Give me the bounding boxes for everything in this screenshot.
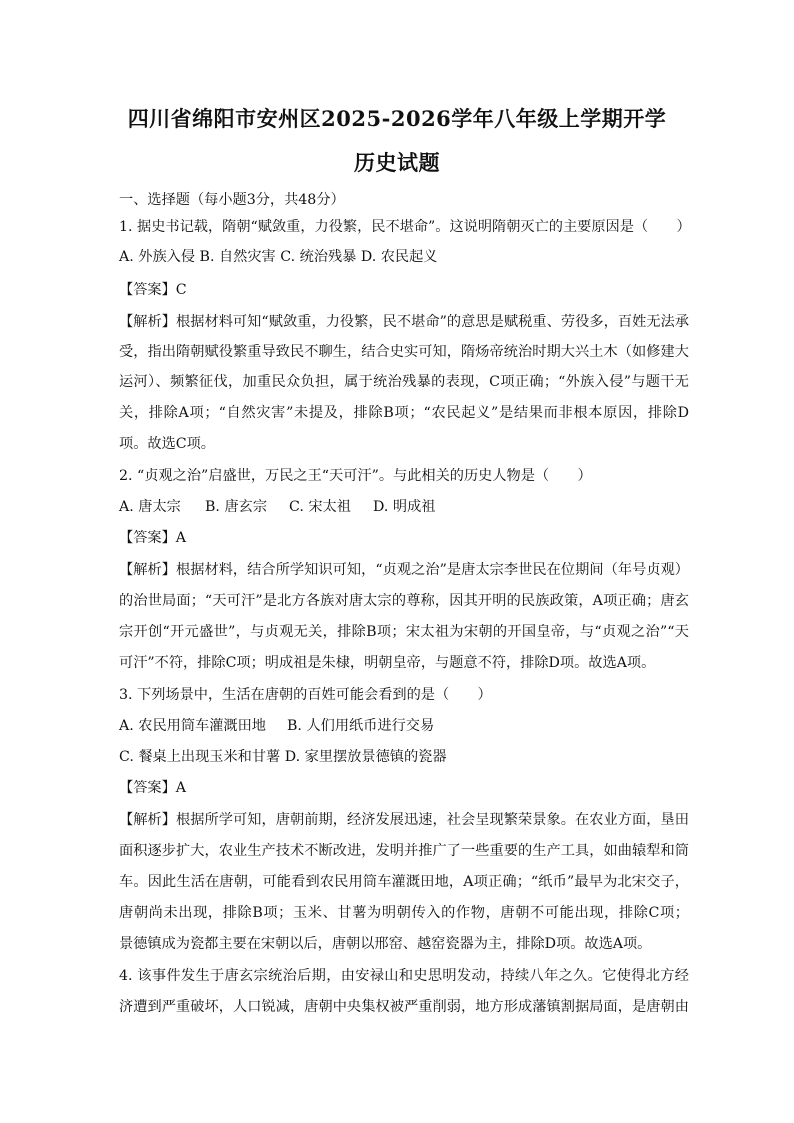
question-3-answer: 【答案】A bbox=[119, 780, 186, 796]
question-3-analysis-line: 唐朝尚未出现，排除B项；玉米、甘薯为明朝传入的作物，唐朝不可能出现，排除C项； bbox=[119, 905, 689, 921]
document-title: 四川省绵阳市安州区2025-2026学年八年级上学期开学 bbox=[127, 106, 667, 131]
question-1-analysis-line: 关，排除A项；“自然灾害”未提及，排除B项；“农民起义”是结果而非根本原因，排除D bbox=[119, 405, 689, 421]
section-heading: 一、选择题（每小题3分，共48分） bbox=[119, 192, 345, 208]
option-d: D. 明成祖 bbox=[373, 499, 436, 515]
document-subtitle: 历史试题 bbox=[354, 150, 440, 175]
question-1-options: A. 外族入侵 B. 自然灾害 C. 统治残暴 D. 农民起义 bbox=[119, 249, 438, 265]
question-3-analysis-line: 景德镇成为瓷都主要在宋朝以后，唐朝以邢窑、越窑瓷器为主，排除D项。故选A项。 bbox=[119, 936, 652, 952]
question-3-analysis-line: 【解析】根据所学可知，唐朝前期，经济发展迅速，社会呈现繁荣景象。在农业方面，垦田 bbox=[119, 812, 689, 828]
option-a: A. 唐太宗 bbox=[119, 499, 181, 515]
question-4-stem-line: 4. 该事件发生于唐玄宗统治后期，由安禄山和史思明发动，持续八年之久。它使得北方经 bbox=[119, 968, 689, 984]
question-1-stem: 1. 据史书记载，隋朝“赋敛重，力役繁，民不堪命”。这说明隋朝灭亡的主要原因是（ ） bbox=[119, 219, 691, 235]
question-2-analysis-line: 的治世局面；“天可汗”是北方各族对唐太宗的尊称，因其开明的民族政策，A项正确；唐玄 bbox=[119, 593, 689, 609]
question-2-stem: 2. “贞观之治”启盛世，万民之王“天可汗”。与此相关的历史人物是（ ） bbox=[119, 468, 592, 484]
option-b: B. 唐玄宗 bbox=[205, 499, 268, 515]
question-2-answer: 【答案】A bbox=[119, 530, 186, 546]
question-1-answer: 【答案】C bbox=[119, 282, 187, 298]
option-c: C. 宋太祖 bbox=[289, 499, 351, 515]
question-3-options-row1 bbox=[119, 717, 689, 735]
question-1-analysis-line: 【解析】根据材料可知“赋敛重，力役繁，民不堪命”的意思是赋税重、劳役多，百姓无法承 bbox=[119, 314, 689, 330]
question-1-analysis-line: 运河）、频繁征伐，加重民众负担，属于统治残暴的表现，C项正确；“外族入侵”与题干无 bbox=[119, 374, 689, 390]
question-1-analysis-line: 受，指出隋朝赋役繁重导致民不聊生，结合史实可知，隋炀帝统治时期大兴土木（如修建大 bbox=[119, 344, 689, 360]
option-b: B. 人们用纸币进行交易 bbox=[287, 718, 435, 734]
question-4-stem-line: 济遭到严重破坏，人口锐减，唐朝中央集权被严重削弱，地方形成藩镇割据局面，是唐朝由 bbox=[119, 999, 689, 1015]
question-3-options-row2: C. 餐桌上出现玉米和甘薯 D. 家里摆放景德镇的瓷器 bbox=[119, 749, 447, 765]
question-2-analysis-line: 可汗”不符，排除C项；明成祖是朱棣，明朝皇帝，与题意不符，排除D项。故选A项。 bbox=[119, 655, 656, 671]
question-2-options bbox=[119, 498, 689, 516]
question-2-analysis-line: 【解析】根据材料，结合所学知识可知，“贞观之治”是唐太宗李世民在位期间（年号贞观） bbox=[119, 562, 689, 578]
question-2-analysis-line: 宗开创“开元盛世”，与贞观无关，排除B项；宋太祖为宋朝的开国皇帝，与“贞观之治”“天 bbox=[119, 624, 689, 640]
question-3-stem: 3. 下列场景中，生活在唐朝的百姓可能会看到的是（ ） bbox=[119, 687, 492, 703]
question-1-analysis-line: 项。故选C项。 bbox=[119, 436, 215, 452]
option-a: A. 农民用筒车灌溉田地 bbox=[119, 718, 266, 734]
question-3-analysis-line: 面积逐步扩大，农业生产技术不断改进，发明并推广了一些重要的生产工具，如曲辕犁和筒 bbox=[119, 843, 689, 859]
question-3-analysis-line: 车。因此生活在唐朝，可能看到农民用筒车灌溉田地，A项正确；“纸币”最早为北宋交子， bbox=[119, 874, 689, 890]
